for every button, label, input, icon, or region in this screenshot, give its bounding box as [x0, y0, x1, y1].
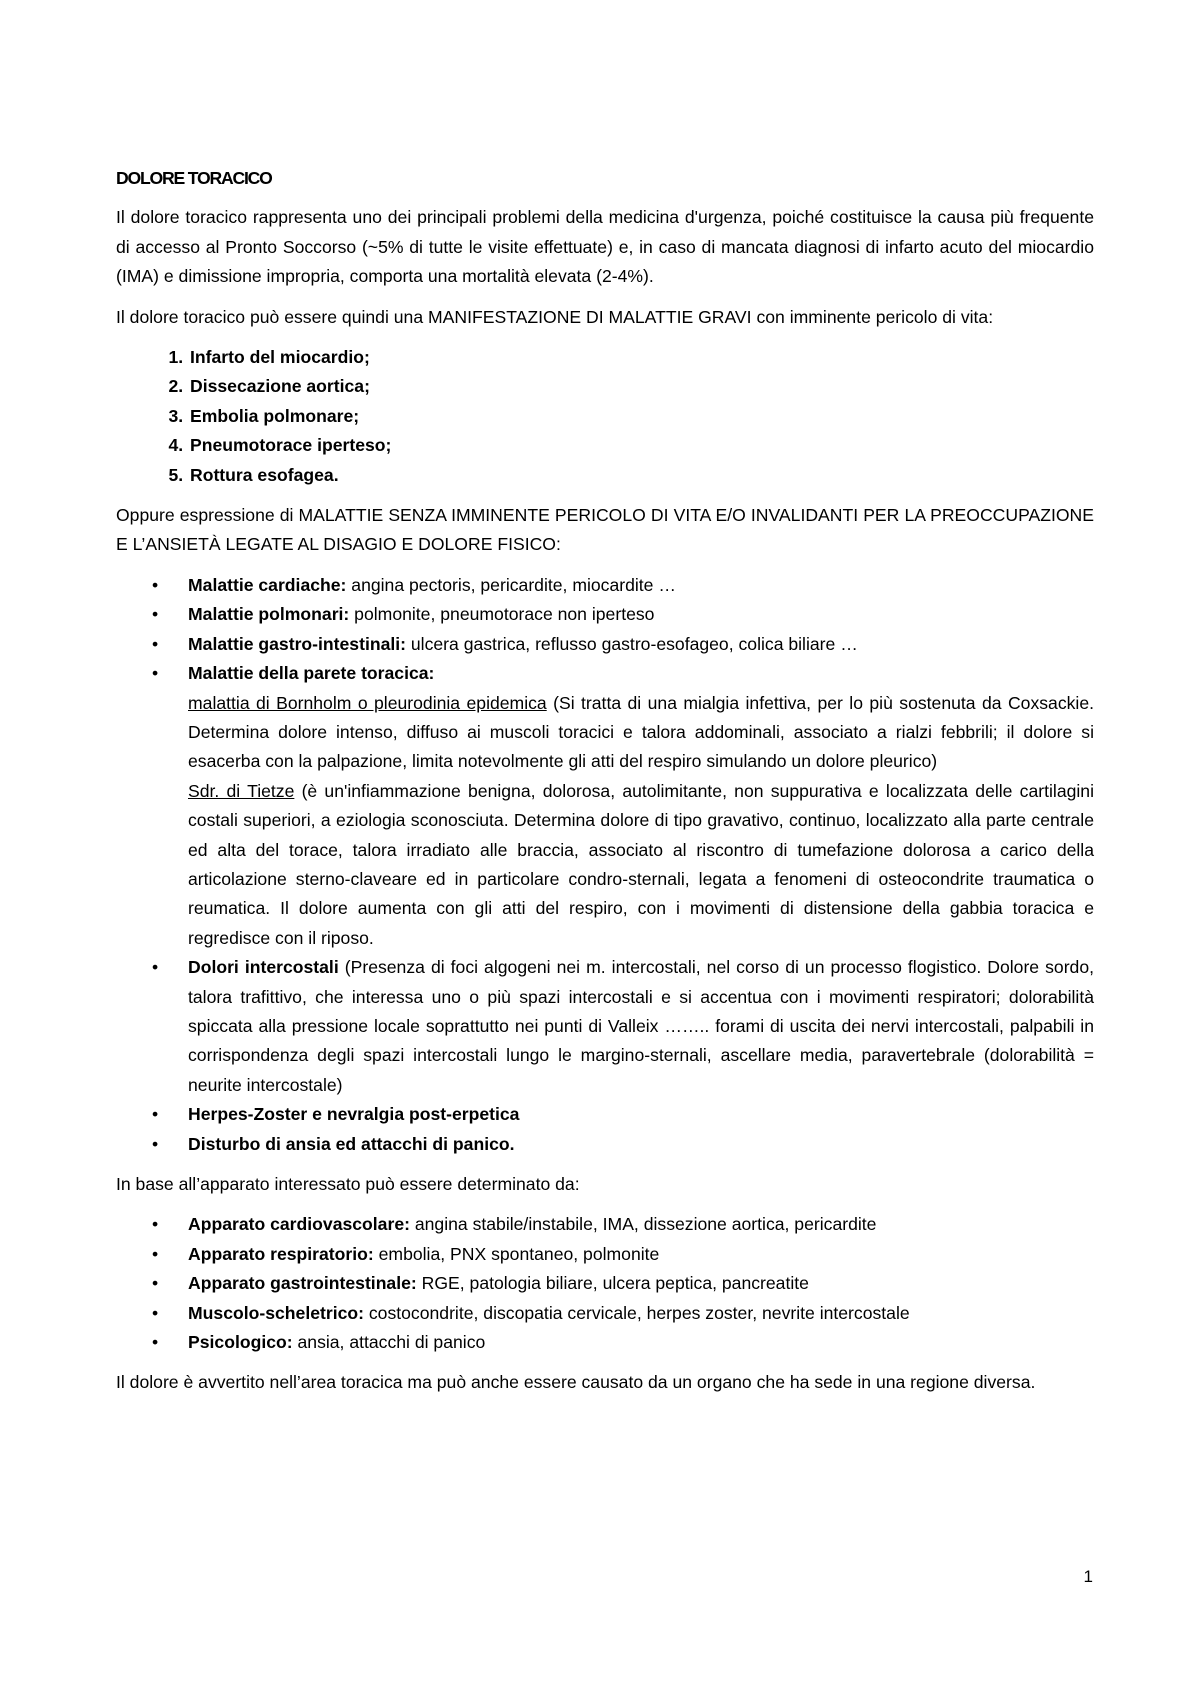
list-item: • Herpes-Zoster e nevralgia post-erpetica	[116, 1100, 1094, 1129]
list-item: 5. Rottura esofagea.	[188, 461, 1094, 490]
list-item: • Apparato cardiovascolare: angina stabile/instabile, IMA, dissezione aortica, pericardite	[116, 1210, 1094, 1239]
parete-toracica-label: Malattie della parete toracica:	[188, 663, 435, 684]
list-item: • Apparato respiratorio: embolia, PNX spontaneo, polmonite	[116, 1240, 1094, 1269]
grave-intro-paragraph: Il dolore toracico può essere quindi una MANIFESTAZIONE DI MALATTIE GRAVI con imminente pericolo di vita:	[116, 306, 994, 327]
apparato-intro-paragraph: In base all’apparato interessato può essere determinato da:	[116, 1174, 580, 1194]
list-item: 2. Dissecazione aortica;	[188, 372, 1094, 401]
list-item: • Muscolo-scheletrico: costocondrite, discopatia cervicale, herpes zoster, nevrite intercostale	[116, 1299, 1094, 1328]
list-item: • Malattie gastro-intestinali: ulcera gastrica, reflusso gastro-esofageo, colica biliare …	[116, 630, 1094, 659]
bornholm-term: malattia di Bornholm o pleurodinia epidemica	[188, 692, 547, 713]
list-item: • Disturbo di ansia ed attacchi di panico.	[116, 1130, 1094, 1159]
list-item: 1. Infarto del miocardio;	[188, 343, 1094, 372]
list-item: • Dolori intercostali (Presenza di foci algogeni nei m. intercostali, nel corso di un processo flogistico. Dolore sordo, talora trafittivo, che interessa uno o più spazi intercostali e si accentua con i movimenti respiratori; dolorabilità spiccata alla pressione locale soprattutto nei punti di Valleix …….. forami di uscita dei nervi intercostali, palpabili in corrispondenza degli spazi intercostali lungo le margino-sternali, ascellare media, paravertebrale (dolorabilità = neurite intercostale)	[116, 953, 1094, 1100]
grave-disease-list	[116, 343, 1094, 490]
page-number: 1	[1083, 1567, 1093, 1586]
tietze-term: Sdr. di Tietze	[188, 780, 295, 801]
closing-paragraph: Il dolore è avvertito nell’area toracica ma può anche essere causato da un organo che ha sede in una regione diversa.	[116, 1372, 1036, 1393]
non-grave-intro-paragraph: Oppure espressione di MALATTIE SENZA IMMINENTE PERICOLO DI VITA E/O INVALIDANTI PER LA PREOCCUPAZIONE E L’ANSIETÀ LEGATE AL DISAGIO E DOLORE FISICO:	[116, 505, 1094, 555]
list-item: • Psicologico: ansia, attacchi di panico	[116, 1328, 1094, 1357]
list-item: • Apparato gastrointestinale: RGE, patologia biliare, ulcera peptica, pancreatite	[116, 1269, 1094, 1298]
list-item: • Malattie polmonari: polmonite, pneumotorace non iperteso	[116, 600, 1094, 629]
bornholm-paragraph: malattia di Bornholm o pleurodinia epidemica (Si tratta di una mialgia infettiva, per lo più sostenuta da Coxsackie. Determina dolore intenso, diffuso ai muscoli toracici e talora addominali, associato a rialzi febbrili; il dolore si esacerba con la palpazione, limita notevolmente gli atti del respiro simulando un dolore pleurico)	[188, 692, 1095, 772]
tietze-paragraph: Sdr. di Tietze (è un'infiammazione benigna, dolorosa, autolimitante, non suppurativa e localizzata delle cartilagini costali superiori, a eziologia sconosciuta. Determina dolore di tipo gravativo, continuo, localizzato alla parte centrale ed alta del torace, talora irradiato alle braccia, associato al riscontro di tumefazione dolorosa a carico della articolazione sterno-claveare ed in particolare condro-sternali, legata a fenomeni di osteocondrite traumatica o reumatica. Il dolore aumenta con gli atti del respiro, con i movimenti di distensione della gabbia toracica e regredisce con il riposo.	[188, 780, 1094, 948]
intro-paragraph: Il dolore toracico rappresenta uno dei principali problemi della medicina d'urgenza, poiché costituisce la causa più frequente di accesso al Pronto Soccorso (~5% di tutte le visite effettuate) e, in caso di mancata diagnosi di infarto acuto del miocardio (IMA) e dimissione impropria, comporta una mortalità elevata (2-4%).	[116, 207, 1094, 287]
document-body	[116, 164, 1094, 1409]
list-item: • Malattie cardiache: angina pectoris, pericardite, miocardite …	[116, 571, 1094, 600]
list-item: 3. Embolia polmonare;	[188, 402, 1094, 431]
list-item: 4. Pneumotorace iperteso;	[188, 431, 1094, 460]
non-grave-disease-list	[116, 571, 1094, 1159]
list-item	[116, 659, 1094, 953]
apparato-list	[116, 1210, 1094, 1357]
page-title: DOLORE TORACICO	[116, 168, 272, 188]
